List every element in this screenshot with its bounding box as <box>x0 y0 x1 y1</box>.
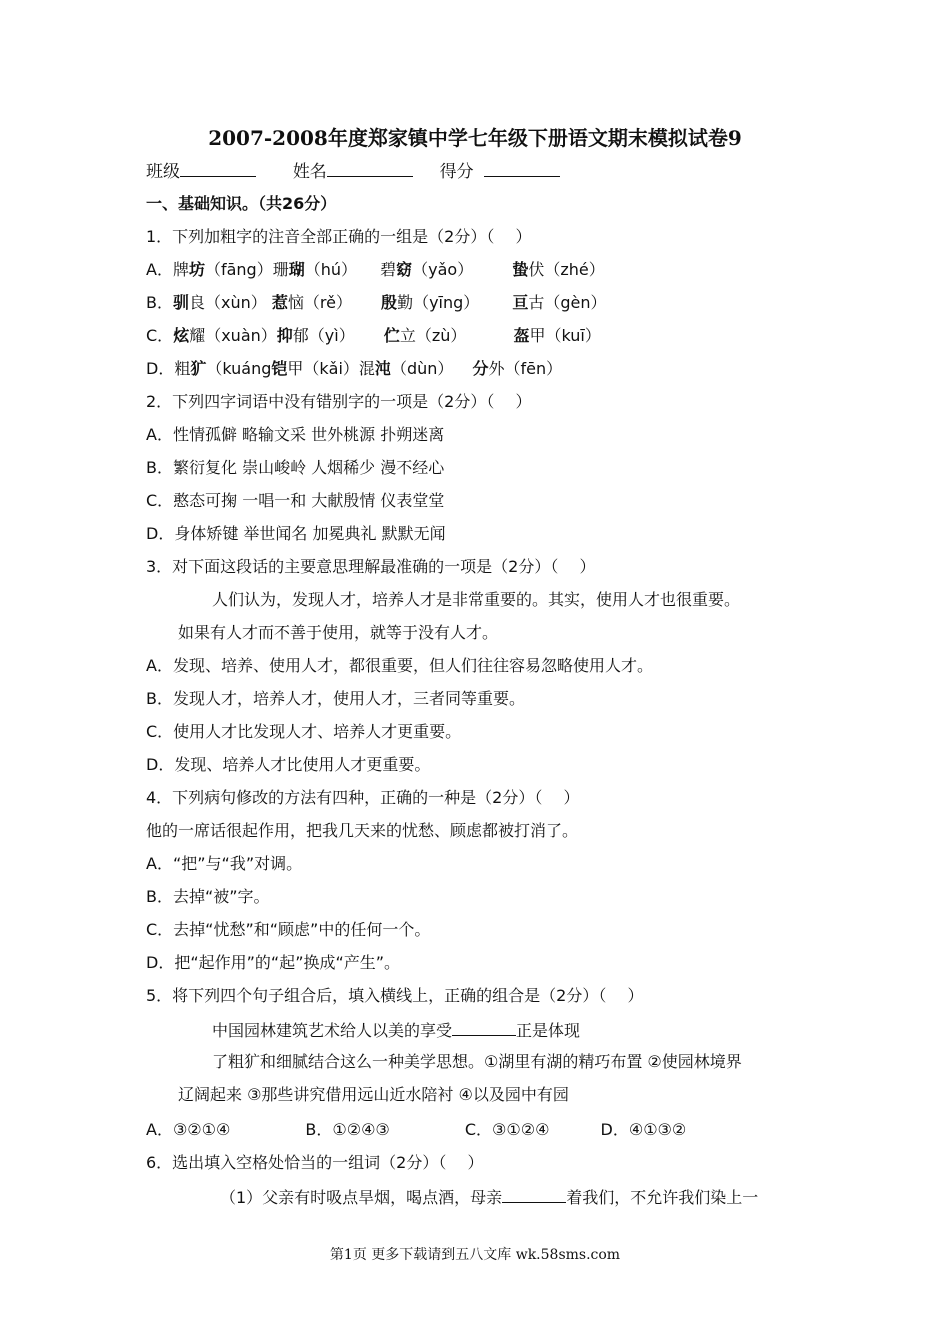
question-5-blank[interactable] <box>452 1019 516 1036</box>
question-5-stem: 5．将下列四个句子组合后，填入横线上，正确的组合是（2分）（ ） <box>146 986 644 1005</box>
score-blank[interactable] <box>484 160 560 177</box>
question-6-blank[interactable] <box>502 1186 566 1203</box>
question-1-option-a: A．牌坊（fāng）珊瑚（hú） 碧窈（yǎo） 蛰伏（zhé） <box>146 260 605 279</box>
question-6-stem: 6．选出填入空格处恰当的一组词（2分）（ ） <box>146 1153 484 1172</box>
question-1-option-b: B．驯良（xùn） 惹恼（rě） 殷勤（yīng） 亘古（gèn） <box>146 293 607 312</box>
class-blank[interactable] <box>180 160 256 177</box>
question-5-option-d: D．④①③② <box>600 1120 687 1139</box>
student-info-row <box>146 160 560 182</box>
question-2-option-d: D．身体矫键 举世闻名 加冕典礼 默默无闻 <box>146 524 446 543</box>
question-3-option-d: D．发现、培养人才比使用人才更重要。 <box>146 755 431 774</box>
question-5-option-b: B．①②④③ <box>305 1120 390 1139</box>
question-4-option-a: A．“把”与“我”对调。 <box>146 854 303 873</box>
question-4-option-c: C．去掉“忧愁”和“顾虑”中的任何一个。 <box>146 920 431 939</box>
question-3-option-a: A．发现、培养、使用人才，都很重要，但人们往往容易忽略使用人才。 <box>146 656 653 675</box>
score-label: 得分 <box>439 162 474 182</box>
question-1-option-d: D．粗犷（kuáng铠甲（kǎi）混沌（dùn） 分外（fēn） <box>146 359 563 378</box>
question-2-stem: 2．下列四字词语中没有错别字的一项是（2分）（ ） <box>146 392 532 411</box>
question-2-option-b: B．繁衍复化 崇山峻岭 人烟稀少 漫不经心 <box>146 458 445 477</box>
question-6-item-1: （1）父亲有时吸点旱烟，喝点酒，母亲 着我们，不允许我们染上一 <box>220 1188 759 1207</box>
page-footer: 第1页 更多下载请到五八文库 wk.58sms.com <box>329 1247 621 1263</box>
page-title: 2007-2008年度郑家镇中学七年级下册语文期末模拟试卷9 <box>208 126 742 150</box>
question-4-option-b: B．去掉“被”字。 <box>146 887 270 906</box>
question-2-option-a: A．性情孤僻 略输文采 世外桃源 扑朔迷离 <box>146 425 445 444</box>
question-3-passage-line-1: 人们认为，发现人才，培养人才是非常重要的。其实，使用人才也很重要。 <box>212 590 741 609</box>
question-5-option-c: C．③①②④ <box>464 1120 550 1139</box>
class-label: 班级 <box>146 162 180 182</box>
question-1-option-c: C．炫耀（xuàn）抑郁（yì） 伫立（zù） 盔甲（kuī） <box>146 326 601 345</box>
question-5-option-a: A．③②①④ <box>146 1120 231 1139</box>
question-4-option-d: D．把“起作用”的“起”换成“产生”。 <box>146 953 401 972</box>
question-4-sentence: 他的一席话很起作用，把我几天来的忧愁、顾虑都被打消了。 <box>146 821 579 840</box>
question-3-option-c: C．使用人才比发现人才、培养人才更重要。 <box>146 722 462 741</box>
question-3-stem: 3．对下面这段话的主要意思理解最准确的一项是（2分）（ ） <box>146 557 596 576</box>
question-3-passage-line-2: 如果有人才而不善于使用，就等于没有人才。 <box>178 623 499 642</box>
section-heading: 一、基础知识。（共26分） <box>146 194 337 213</box>
question-3-option-b: B．发现人才，培养人才，使用人才，三者同等重要。 <box>146 689 525 708</box>
question-1-stem: 1．下列加粗字的注音全部正确的一组是（2分）（ ） <box>146 227 532 246</box>
question-2-option-c: C．憨态可掬 一唱一和 大献殷情 仪表堂堂 <box>146 491 445 510</box>
question-5-options <box>146 1120 686 1140</box>
question-4-stem: 4．下列病句修改的方法有四种，正确的一种是（2分）（ ） <box>146 788 580 807</box>
question-5-passage-line-1: 中国园林建筑艺术给人以美的享受 正是体现 <box>212 1021 581 1040</box>
name-label: 姓名 <box>292 162 327 182</box>
name-blank[interactable] <box>327 160 413 177</box>
question-5-passage-line-2: 了粗犷和细腻结合这么一种美学思想。①湖里有湖的精巧布置 ②使园林境界 <box>212 1052 742 1071</box>
question-5-passage-line-3: 辽阔起来 ③那些讲究借用远山近水陪衬 ④以及园中有园 <box>178 1085 569 1104</box>
